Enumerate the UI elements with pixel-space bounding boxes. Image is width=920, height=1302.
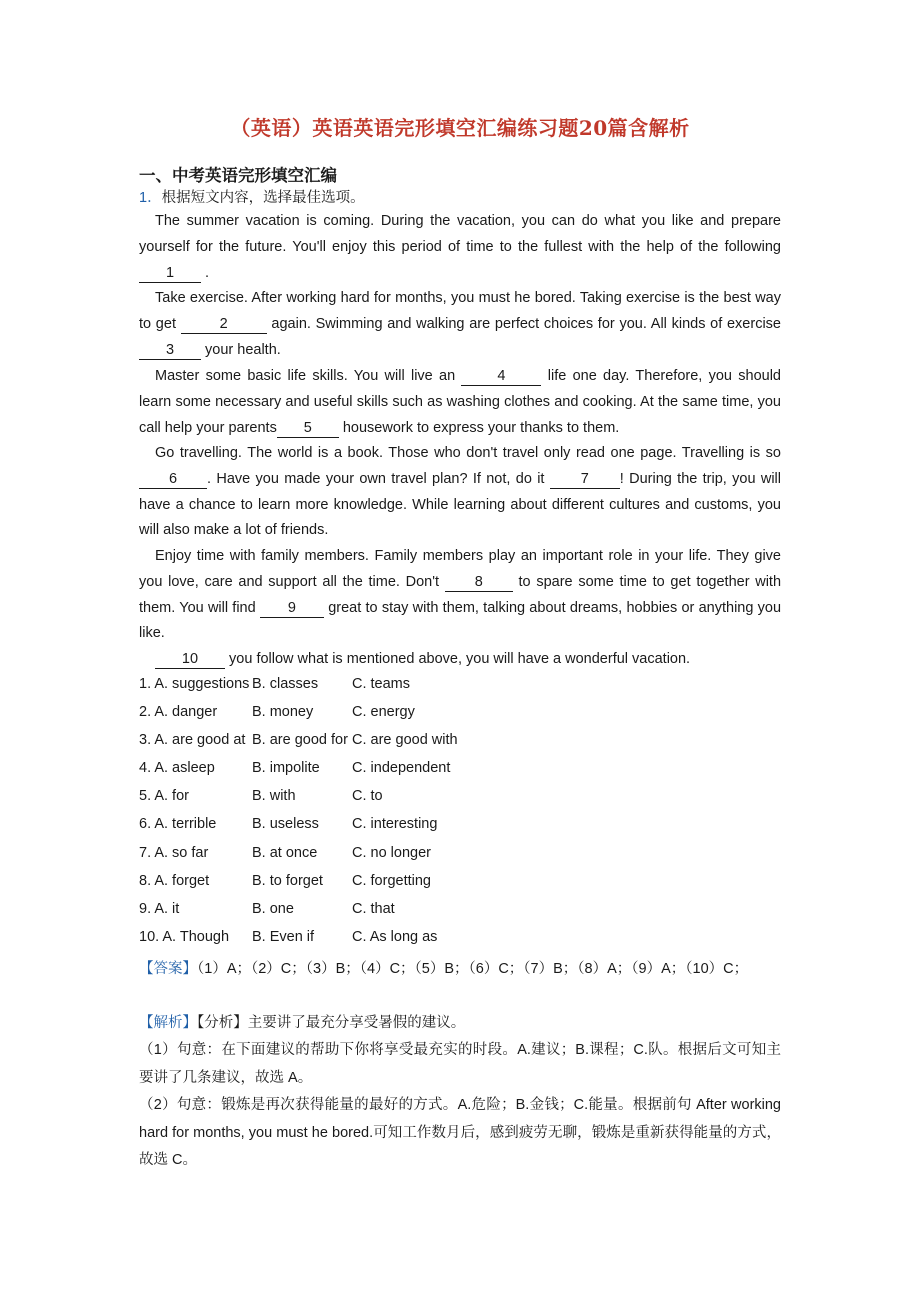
analysis-item-2: （2）句意：锻炼是再次获得能量的最好的方式。A.危险；B.金钱；C.能量。根据前句 After working hard for months, you must he bored.可知工作数月后，感到疲劳无聊，锻炼是重新获得能量的方式，故选 C。 xyxy=(139,1097,781,1168)
analysis-intro-text: 【分析】主要讲了最充分享受暑假的建议。 xyxy=(197,1015,466,1031)
option-c: C. that xyxy=(352,900,395,917)
blank-6: 6 xyxy=(139,471,207,489)
passage-text: . xyxy=(205,264,210,281)
blank-9: 9 xyxy=(260,600,324,618)
passage-text: life one day. Therefore, you should learn some necessary and useful skills such as washing clothes and cooking. At the same time, you call help your parents xyxy=(139,368,781,436)
passage-text: . Have you made your own travel plan? If not, do it xyxy=(207,470,545,487)
passage-text: housework to express your thanks to them. xyxy=(342,419,620,436)
blank-5: 5 xyxy=(277,420,339,438)
option-a: 10. A. Though xyxy=(139,928,230,945)
option-a: 4. A. asleep xyxy=(139,760,215,777)
option-c: C. to xyxy=(352,788,383,805)
option-a: 3. A. are good at xyxy=(139,732,246,749)
answer-block xyxy=(139,956,781,984)
analysis-intro xyxy=(139,1010,781,1038)
blank-8: 8 xyxy=(445,574,513,592)
option-b: B. classes xyxy=(252,676,319,692)
option-row-8 xyxy=(139,873,779,901)
passage-paragraph-3 xyxy=(139,364,781,441)
option-a: 9. A. it xyxy=(139,900,180,917)
passage-text: The summer vacation is coming. During the vacation, you can do what you like and prepare yourself for the future. You'll enjoy this period of time to the fullest with the help of the following xyxy=(139,213,781,255)
option-c: C. energy xyxy=(352,704,415,721)
option-c: C. interesting xyxy=(352,816,438,833)
option-a: 6. A. terrible xyxy=(139,816,217,833)
passage-paragraph-4 xyxy=(139,441,781,544)
option-c: C. independent xyxy=(352,760,451,777)
question-number: 1． xyxy=(139,190,162,206)
option-c: C. As long as xyxy=(352,928,438,945)
blank-10: 10 xyxy=(155,651,225,669)
blank-1: 1 xyxy=(139,265,201,283)
option-b: B. money xyxy=(252,704,314,721)
option-row-6 xyxy=(139,816,779,844)
option-b: B. one xyxy=(252,900,294,917)
passage-paragraph-1 xyxy=(139,209,781,286)
option-b: B. to forget xyxy=(252,872,323,889)
passage-text: to spare some time to get together with them. You will find xyxy=(139,573,782,616)
option-row-1 xyxy=(139,676,779,704)
blank-2: 2 xyxy=(181,316,267,334)
option-a: 7. A. so far xyxy=(139,844,209,861)
option-b: B. are good for xyxy=(252,732,348,749)
passage-text: you follow what is mentioned above, you will have a wonderful vacation. xyxy=(229,651,691,667)
option-row-5 xyxy=(139,788,779,816)
answer-text: （1）A；（2）C；（3）B；（4）C；（5）B；（6）C；（7）B；（8）A；（9）A；（10）C； xyxy=(197,961,749,977)
passage-text: Enjoy time with family members. Family members play an important role in your life. They give you love, care and support all the time. Don't xyxy=(139,548,781,590)
analysis-item-1: （1）句意：在下面建议的帮助下你将享受最充实的时段。A.建议；B.课程；C.队。根据后文可知主要讲了几条建议，故选 A。 xyxy=(139,1042,781,1086)
question-instruction xyxy=(139,186,365,207)
option-a: 1. A. suggestions xyxy=(139,676,250,692)
option-b: B. with xyxy=(252,788,296,805)
answer-tag: 【答案】 xyxy=(139,961,197,977)
option-b: B. at once xyxy=(252,844,318,861)
blank-4: 4 xyxy=(461,368,541,386)
option-b: B. impolite xyxy=(252,760,320,777)
option-row-3 xyxy=(139,732,779,760)
document-title: （英语）英语英语完形填空汇编练习题20篇含解析 xyxy=(230,116,690,140)
passage-text: Go travelling. The world is a book. Those who don't travel only read one page. Travelling is so xyxy=(155,445,781,461)
passage-paragraph-6 xyxy=(139,647,781,673)
option-row-10 xyxy=(139,929,779,957)
option-a: 8. A. forget xyxy=(139,872,210,889)
option-row-4 xyxy=(139,760,779,788)
passage-paragraph-5 xyxy=(139,544,781,647)
section-heading: 一、中考英语完形填空汇编 xyxy=(139,166,337,185)
passage-paragraph-2 xyxy=(139,286,781,363)
option-a: 2. A. danger xyxy=(139,704,218,721)
option-c: C. no longer xyxy=(352,844,431,861)
blank-3: 3 xyxy=(139,342,201,360)
option-row-2 xyxy=(139,704,779,732)
passage-text: your health. xyxy=(205,341,281,358)
blank-7: 7 xyxy=(550,471,620,489)
passage-text: great to stay with them, talking about dreams, hobbies or anything you like. xyxy=(139,599,782,642)
option-c: C. are good with xyxy=(352,732,458,749)
passage-text: again. Swimming and walking are perfect choices for you. All kinds of exercise xyxy=(271,315,781,332)
question-instruction-text: 根据短文内容，选择最佳选项。 xyxy=(161,190,365,206)
option-b: B. useless xyxy=(252,816,319,833)
passage-text: Take exercise. After working hard for months, you must he bored. Taking exercise is the best way to get xyxy=(139,290,781,332)
option-c: C. forgetting xyxy=(352,872,431,889)
passage-text: Master some basic life skills. You will live an xyxy=(155,368,456,384)
passage-text: ! During the trip, you will have a chance to learn more knowledge. While learning about different cultures and customs, you will also make a lot of friends. xyxy=(139,470,781,539)
option-c: C. teams xyxy=(352,676,411,692)
option-a: 5. A. for xyxy=(139,788,189,805)
option-row-7 xyxy=(139,845,779,873)
option-row-9 xyxy=(139,901,779,929)
option-b: B. Even if xyxy=(252,928,315,945)
options-list xyxy=(139,676,779,957)
analysis-tag: 【解析】 xyxy=(139,1015,197,1031)
